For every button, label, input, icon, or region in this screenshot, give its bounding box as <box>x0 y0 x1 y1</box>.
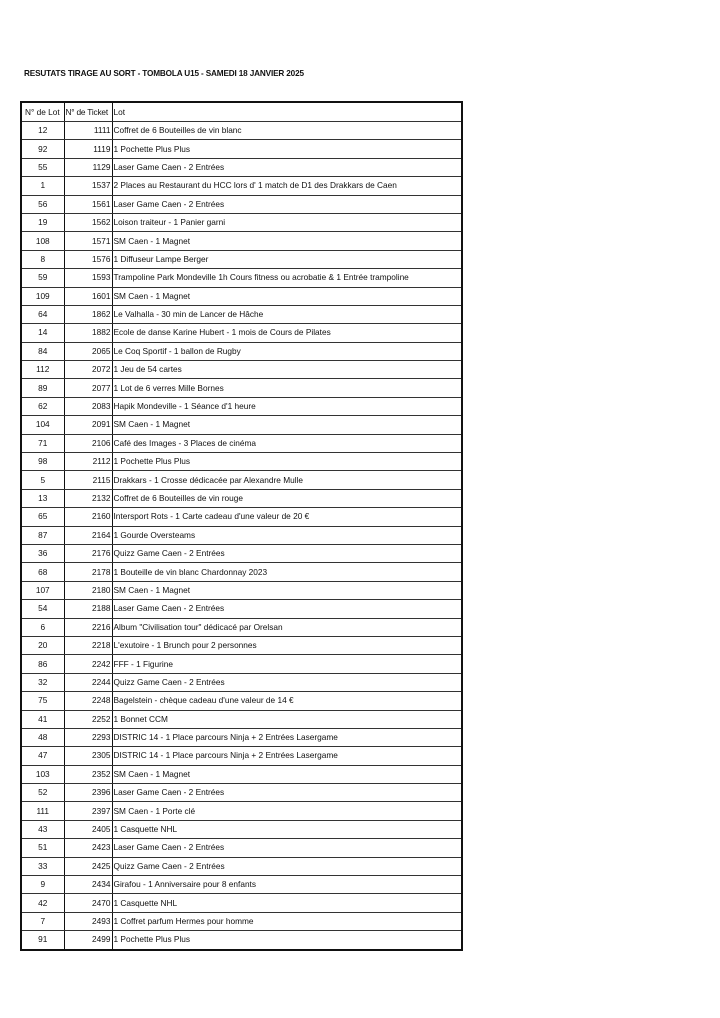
lot-number-cell: 1 <box>21 177 64 195</box>
lot-number-cell: 87 <box>21 526 64 544</box>
ticket-number-cell: 2244 <box>64 673 112 691</box>
lot-number-cell: 104 <box>21 416 64 434</box>
ticket-number-cell: 1862 <box>64 305 112 323</box>
results-table-header <box>21 102 462 122</box>
prize-cell: Hapik Mondeville - 1 Séance d'1 heure <box>112 397 462 415</box>
lot-number-cell: 14 <box>21 324 64 342</box>
lot-number-cell: 55 <box>21 158 64 176</box>
table-row <box>21 342 462 360</box>
ticket-number-cell: 2077 <box>64 379 112 397</box>
table-row <box>21 636 462 654</box>
ticket-number-cell: 1537 <box>64 177 112 195</box>
header-prize: Lot <box>112 102 462 122</box>
table-row <box>21 158 462 176</box>
lot-number-cell: 68 <box>21 563 64 581</box>
ticket-number-cell: 2083 <box>64 397 112 415</box>
prize-cell: 1 Lot de 6 verres Mille Bornes <box>112 379 462 397</box>
prize-cell: 1 Bonnet CCM <box>112 710 462 728</box>
results-table-body <box>21 122 462 950</box>
ticket-number-cell: 1129 <box>64 158 112 176</box>
table-row <box>21 581 462 599</box>
lot-number-cell: 65 <box>21 508 64 526</box>
ticket-number-cell: 2493 <box>64 912 112 930</box>
ticket-number-cell: 2425 <box>64 857 112 875</box>
prize-cell: 1 Coffret parfum Hermes pour homme <box>112 912 462 930</box>
table-row <box>21 177 462 195</box>
table-row <box>21 305 462 323</box>
prize-cell: 1 Bouteille de vin blanc Chardonnay 2023 <box>112 563 462 581</box>
ticket-number-cell: 2248 <box>64 692 112 710</box>
table-row <box>21 397 462 415</box>
lot-number-cell: 7 <box>21 912 64 930</box>
table-row <box>21 489 462 507</box>
header-ticket-number: N° de Ticket <box>64 102 112 122</box>
lot-number-cell: 43 <box>21 820 64 838</box>
header-lot-number: N° de Lot <box>21 102 64 122</box>
table-row <box>21 544 462 562</box>
lot-number-cell: 20 <box>21 636 64 654</box>
prize-cell: Coffret de 6 Bouteilles de vin rouge <box>112 489 462 507</box>
prize-cell: Bagelstein - chèque cadeau d'une valeur de 14 € <box>112 692 462 710</box>
prize-cell: DISTRIC 14 - 1 Place parcours Ninja + 2 Entrées Lasergame <box>112 728 462 746</box>
lot-number-cell: 52 <box>21 784 64 802</box>
lot-number-cell: 98 <box>21 453 64 471</box>
table-row <box>21 692 462 710</box>
table-row <box>21 655 462 673</box>
prize-cell: Laser Game Caen - 2 Entrées <box>112 600 462 618</box>
table-row <box>21 931 462 950</box>
prize-cell: SM Caen - 1 Magnet <box>112 416 462 434</box>
ticket-number-cell: 2115 <box>64 471 112 489</box>
lot-number-cell: 54 <box>21 600 64 618</box>
table-row <box>21 232 462 250</box>
lot-number-cell: 12 <box>21 122 64 140</box>
prize-cell: Laser Game Caen - 2 Entrées <box>112 158 462 176</box>
lot-number-cell: 64 <box>21 305 64 323</box>
ticket-number-cell: 2106 <box>64 434 112 452</box>
prize-cell: SM Caen - 1 Magnet <box>112 765 462 783</box>
lot-number-cell: 71 <box>21 434 64 452</box>
prize-cell: 1 Casquette NHL <box>112 820 462 838</box>
table-row <box>21 802 462 820</box>
ticket-number-cell: 2352 <box>64 765 112 783</box>
prize-cell: SM Caen - 1 Porte clé <box>112 802 462 820</box>
table-row <box>21 912 462 930</box>
table-row <box>21 379 462 397</box>
ticket-number-cell: 2396 <box>64 784 112 802</box>
prize-cell: Quizz Game Caen - 2 Entrées <box>112 857 462 875</box>
table-row <box>21 140 462 158</box>
lot-number-cell: 112 <box>21 361 64 379</box>
lot-number-cell: 42 <box>21 894 64 912</box>
ticket-number-cell: 1561 <box>64 195 112 213</box>
prize-cell: 1 Casquette NHL <box>112 894 462 912</box>
table-row <box>21 434 462 452</box>
ticket-number-cell: 1111 <box>64 122 112 140</box>
prize-cell: SM Caen - 1 Magnet <box>112 581 462 599</box>
table-row <box>21 563 462 581</box>
table-row <box>21 618 462 636</box>
results-table <box>20 101 463 951</box>
lot-number-cell: 36 <box>21 544 64 562</box>
prize-cell: 1 Pochette Plus Plus <box>112 453 462 471</box>
prize-cell: Laser Game Caen - 2 Entrées <box>112 195 462 213</box>
ticket-number-cell: 2434 <box>64 876 112 894</box>
table-row <box>21 453 462 471</box>
table-row <box>21 195 462 213</box>
prize-cell: L'exutoire - 1 Brunch pour 2 personnes <box>112 636 462 654</box>
lot-number-cell: 13 <box>21 489 64 507</box>
ticket-number-cell: 1601 <box>64 287 112 305</box>
lot-number-cell: 75 <box>21 692 64 710</box>
prize-cell: 1 Diffuseur Lampe Berger <box>112 250 462 268</box>
prize-cell: 1 Pochette Plus Plus <box>112 931 462 950</box>
ticket-number-cell: 1571 <box>64 232 112 250</box>
table-row <box>21 876 462 894</box>
table-row <box>21 894 462 912</box>
prize-cell: Laser Game Caen - 2 Entrées <box>112 784 462 802</box>
prize-cell: Coffret de 6 Bouteilles de vin blanc <box>112 122 462 140</box>
ticket-number-cell: 2293 <box>64 728 112 746</box>
ticket-number-cell: 2065 <box>64 342 112 360</box>
prize-cell: Le Coq Sportif - 1 ballon de Rugby <box>112 342 462 360</box>
table-row <box>21 728 462 746</box>
prize-cell: SM Caen - 1 Magnet <box>112 232 462 250</box>
lot-number-cell: 111 <box>21 802 64 820</box>
lot-number-cell: 86 <box>21 655 64 673</box>
prize-cell: Ecole de danse Karine Hubert - 1 mois de Cours de Pilates <box>112 324 462 342</box>
ticket-number-cell: 2423 <box>64 839 112 857</box>
table-row <box>21 508 462 526</box>
lot-number-cell: 108 <box>21 232 64 250</box>
ticket-number-cell: 1593 <box>64 269 112 287</box>
ticket-number-cell: 2397 <box>64 802 112 820</box>
table-row <box>21 526 462 544</box>
prize-cell: DISTRIC 14 - 1 Place parcours Ninja + 2 Entrées Lasergame <box>112 747 462 765</box>
prize-cell: Laser Game Caen - 2 Entrées <box>112 839 462 857</box>
ticket-number-cell: 2218 <box>64 636 112 654</box>
table-row <box>21 710 462 728</box>
prize-cell: Trampoline Park Mondeville 1h Cours fitness ou acrobatie & 1 Entrée trampoline <box>112 269 462 287</box>
prize-cell: Café des Images - 3 Places de cinéma <box>112 434 462 452</box>
lot-number-cell: 107 <box>21 581 64 599</box>
lot-number-cell: 48 <box>21 728 64 746</box>
lot-number-cell: 59 <box>21 269 64 287</box>
ticket-number-cell: 2164 <box>64 526 112 544</box>
ticket-number-cell: 2188 <box>64 600 112 618</box>
table-row <box>21 122 462 140</box>
ticket-number-cell: 2176 <box>64 544 112 562</box>
ticket-number-cell: 2178 <box>64 563 112 581</box>
table-row <box>21 471 462 489</box>
ticket-number-cell: 2242 <box>64 655 112 673</box>
ticket-number-cell: 2180 <box>64 581 112 599</box>
ticket-number-cell: 1576 <box>64 250 112 268</box>
prize-cell: 2 Places au Restaurant du HCC lors d' 1 match de D1 des Drakkars de Caen <box>112 177 462 195</box>
lot-number-cell: 92 <box>21 140 64 158</box>
lot-number-cell: 51 <box>21 839 64 857</box>
lot-number-cell: 9 <box>21 876 64 894</box>
ticket-number-cell: 2132 <box>64 489 112 507</box>
ticket-number-cell: 1562 <box>64 213 112 231</box>
table-row <box>21 213 462 231</box>
lot-number-cell: 62 <box>21 397 64 415</box>
table-row <box>21 765 462 783</box>
prize-cell: SM Caen - 1 Magnet <box>112 287 462 305</box>
ticket-number-cell: 2305 <box>64 747 112 765</box>
lot-number-cell: 84 <box>21 342 64 360</box>
prize-cell: FFF - 1 Figurine <box>112 655 462 673</box>
prize-cell: Le Valhalla - 30 min de Lancer de Hâche <box>112 305 462 323</box>
table-row <box>21 287 462 305</box>
table-row <box>21 820 462 838</box>
table-row <box>21 747 462 765</box>
lot-number-cell: 103 <box>21 765 64 783</box>
prize-cell: 1 Jeu de 54 cartes <box>112 361 462 379</box>
ticket-number-cell: 2499 <box>64 931 112 950</box>
prize-cell: Loison traiteur - 1 Panier garni <box>112 213 462 231</box>
prize-cell: Quizz Game Caen - 2 Entrées <box>112 673 462 691</box>
lot-number-cell: 56 <box>21 195 64 213</box>
lot-number-cell: 91 <box>21 931 64 950</box>
prize-cell: Girafou - 1 Anniversaire pour 8 enfants <box>112 876 462 894</box>
prize-cell: Quizz Game Caen - 2 Entrées <box>112 544 462 562</box>
ticket-number-cell: 1882 <box>64 324 112 342</box>
header-row <box>21 102 462 122</box>
lot-number-cell: 19 <box>21 213 64 231</box>
table-row <box>21 784 462 802</box>
ticket-number-cell: 1119 <box>64 140 112 158</box>
table-row <box>21 250 462 268</box>
table-row <box>21 600 462 618</box>
prize-cell: 1 Gourde Oversteams <box>112 526 462 544</box>
table-row <box>21 839 462 857</box>
prize-cell: Album "Civilisation tour" dédicacé par Orelsan <box>112 618 462 636</box>
table-row <box>21 269 462 287</box>
lot-number-cell: 41 <box>21 710 64 728</box>
lot-number-cell: 109 <box>21 287 64 305</box>
lot-number-cell: 5 <box>21 471 64 489</box>
ticket-number-cell: 2252 <box>64 710 112 728</box>
lot-number-cell: 89 <box>21 379 64 397</box>
prize-cell: Intersport Rots - 1 Carte cadeau d'une valeur de 20 € <box>112 508 462 526</box>
prize-cell: 1 Pochette Plus Plus <box>112 140 462 158</box>
ticket-number-cell: 2470 <box>64 894 112 912</box>
table-row <box>21 416 462 434</box>
table-row <box>21 324 462 342</box>
document-title: RESUTATS TIRAGE AU SORT - TOMBOLA U15 - SAMEDI 18 JANVIER 2025 <box>24 69 304 78</box>
lot-number-cell: 8 <box>21 250 64 268</box>
ticket-number-cell: 2160 <box>64 508 112 526</box>
lot-number-cell: 32 <box>21 673 64 691</box>
ticket-number-cell: 2112 <box>64 453 112 471</box>
ticket-number-cell: 2091 <box>64 416 112 434</box>
table-row <box>21 857 462 875</box>
lot-number-cell: 6 <box>21 618 64 636</box>
ticket-number-cell: 2072 <box>64 361 112 379</box>
prize-cell: Drakkars - 1 Crosse dédicacée par Alexandre Mulle <box>112 471 462 489</box>
table-row <box>21 673 462 691</box>
lot-number-cell: 47 <box>21 747 64 765</box>
ticket-number-cell: 2216 <box>64 618 112 636</box>
lot-number-cell: 33 <box>21 857 64 875</box>
table-row <box>21 361 462 379</box>
ticket-number-cell: 2405 <box>64 820 112 838</box>
